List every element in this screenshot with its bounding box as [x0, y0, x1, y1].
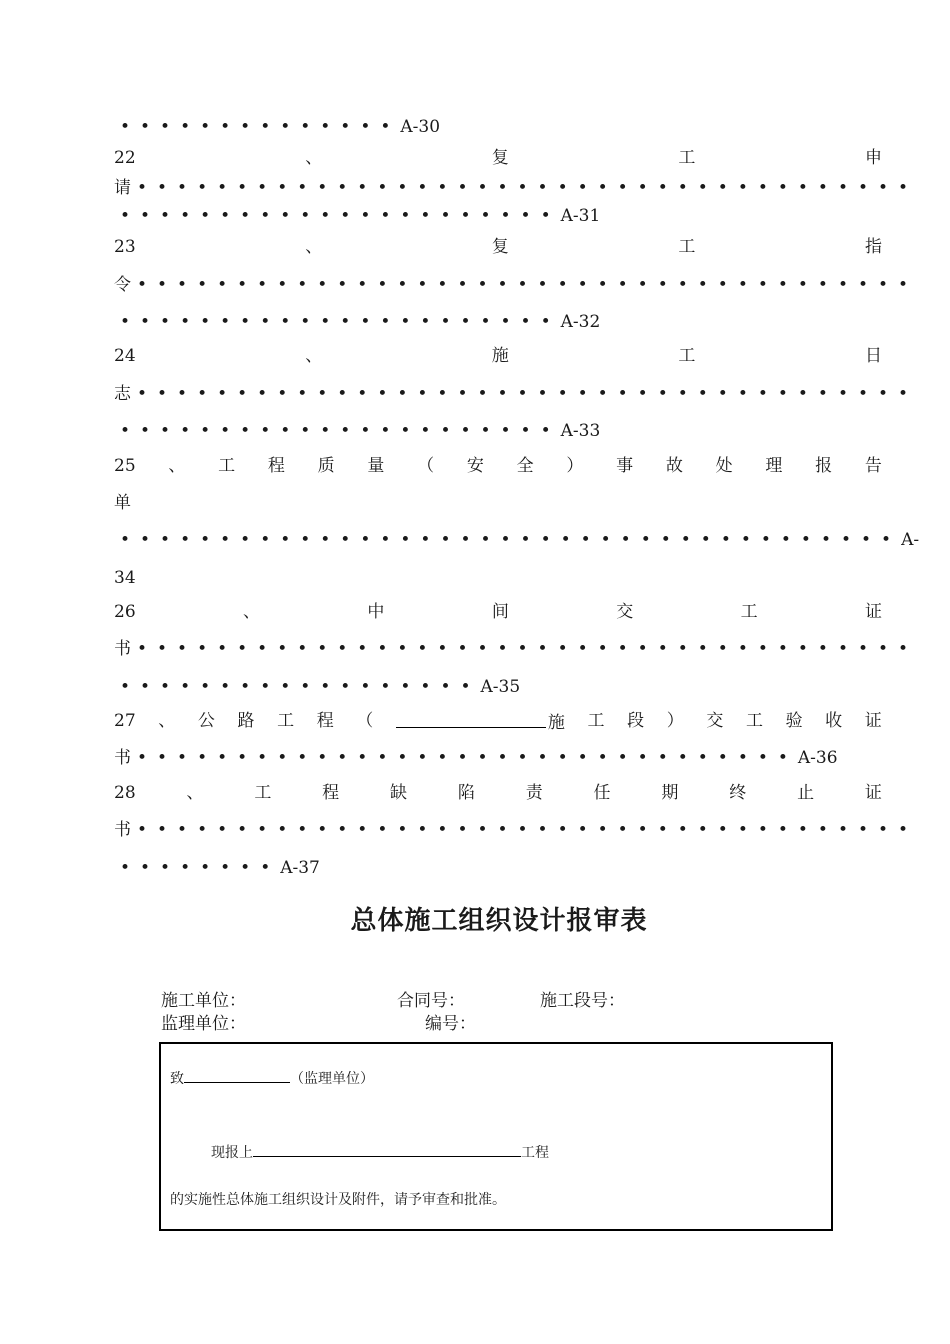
toc-char: 施 [396, 711, 565, 733]
toc-char: ） [566, 456, 584, 476]
serial-no-label: 编号： [425, 1014, 476, 1034]
dot-leader: •••••••••••••••••••••• [120, 421, 561, 441]
toc-char: 终 [729, 783, 747, 803]
toc-item-25-ref-b: 34 [114, 568, 136, 588]
toc-char: 工 [218, 456, 236, 476]
form-box [159, 1042, 833, 1231]
report-prefix: 现报上 [211, 1145, 253, 1161]
toc-char: 间 [491, 602, 509, 622]
toc-char: 处 [715, 456, 733, 476]
toc-char: 交 [616, 602, 634, 622]
toc-char: 全 [516, 456, 534, 476]
toc-item-22-ref: ••••••••••••••••••••••A-31 [120, 206, 601, 226]
dot-leader: •••••••• [120, 858, 281, 878]
toc-char: 期 [661, 783, 679, 803]
toc-char: 证 [864, 602, 882, 622]
toc-char: 指 [864, 237, 882, 257]
to-blank[interactable] [184, 1068, 290, 1083]
toc-char: 安 [466, 456, 484, 476]
construction-unit-label: 施工单位： [161, 991, 246, 1011]
toc-char: ） [666, 711, 684, 731]
dot-leader: •••••••••••••••••• [120, 677, 481, 697]
toc-dots-21: ••••••••••••••A-30 [120, 117, 441, 137]
toc-item-26-cont: 书 ••••••••••••••••••••••••••••••••••••••• [114, 639, 919, 659]
toc-char: 工 [740, 602, 758, 622]
toc-item-27 [114, 711, 882, 733]
dot-leader: ••••••••••••••••••••••••••••••••••••••• [137, 178, 919, 198]
dot-leader: •••••••••••••••••••••• [120, 312, 561, 332]
to-prefix: 致 [170, 1071, 184, 1087]
toc-char: 程 [322, 783, 340, 803]
toc-char: 工 [678, 346, 696, 366]
body-text: 的实施性总体施工组织设计及附件，请予审查和批准。 [170, 1192, 506, 1208]
to-line [170, 1068, 374, 1088]
report-suffix: 工程 [521, 1145, 549, 1161]
section-blank[interactable] [396, 711, 546, 728]
toc-char: 证 [864, 711, 882, 731]
toc-item-27-cont: 书 •••••••••••••••••••••••••••••••••A-36 [114, 748, 838, 768]
toc-item-28-cont: 书 ••••••••••••••••••••••••••••••••••••••• [114, 820, 919, 840]
form-title: 总体施工组织设计报审表 [350, 906, 648, 936]
toc-item-23 [114, 237, 882, 257]
toc-char: 27 [114, 711, 136, 731]
toc-char: 申 [864, 148, 882, 168]
toc-char: 路 [237, 711, 255, 731]
toc-char: 理 [765, 456, 783, 476]
toc-item-24-cont: 志 ••••••••••••••••••••••••••••••••••••••• [114, 384, 919, 404]
toc-char: 质 [317, 456, 335, 476]
toc-char: 故 [665, 456, 683, 476]
toc-char: 22 [114, 148, 136, 168]
toc-char: 24 [114, 346, 136, 366]
toc-char: 工 [745, 711, 763, 731]
toc-item-23-cont: 令 ••••••••••••••••••••••••••••••••••••••• [114, 275, 919, 295]
to-suffix: （监理单位） [290, 1071, 374, 1087]
dot-leader: ••••••••••••••••••••••••••••••••••••••• [137, 639, 919, 659]
toc-char: 交 [706, 711, 724, 731]
toc-char: 验 [785, 711, 803, 731]
toc-char: 证 [864, 783, 882, 803]
toc-char: 程 [267, 456, 285, 476]
toc-char: 告 [864, 456, 882, 476]
toc-char: 公 [197, 711, 215, 731]
toc-char: 段 [627, 711, 645, 731]
toc-char: 程 [316, 711, 334, 731]
dot-leader: ••••••••••••••••••••••••••••••••• [137, 748, 798, 768]
section-no-label: 施工段号： [540, 991, 625, 1011]
toc-item-22-cont: 请 ••••••••••••••••••••••••••••••••••••••• [114, 178, 919, 198]
toc-item-25 [114, 456, 882, 476]
toc-char: 责 [525, 783, 543, 803]
dot-leader: •••••••••••••••••••••• [120, 206, 561, 226]
toc-char: 、 [305, 346, 323, 366]
dot-leader: ••••••••••••••••••••••••••••••••••••••• [137, 820, 919, 840]
toc-char: （ [417, 456, 435, 476]
toc-char: 复 [491, 237, 509, 257]
toc-char: 工 [678, 237, 696, 257]
toc-char: 工 [277, 711, 295, 731]
toc-char: 25 [114, 456, 136, 476]
toc-item-25-cont: 单 [114, 493, 131, 513]
toc-char: 日 [864, 346, 882, 366]
toc-char: 、 [168, 456, 186, 476]
dot-leader: ••••••••••••••••••••••••••••••••••••••• [137, 275, 919, 295]
toc-char: 复 [491, 148, 509, 168]
toc-char: 23 [114, 237, 136, 257]
toc-char: 量 [367, 456, 385, 476]
toc-char: 工 [587, 711, 605, 731]
dot-leader: ••••••••••••••••••••••••••••••••••••••• [137, 384, 919, 404]
contract-no-label: 合同号： [397, 991, 465, 1011]
toc-char: 缺 [390, 783, 408, 803]
toc-char: 26 [114, 602, 136, 622]
toc-char: 、 [305, 237, 323, 257]
toc-char: 工 [254, 783, 272, 803]
toc-char: 止 [797, 783, 815, 803]
toc-item-28-ref: ••••••••A-37 [120, 858, 320, 878]
toc-char: 28 [114, 783, 136, 803]
toc-char: 工 [678, 148, 696, 168]
project-blank[interactable] [253, 1142, 521, 1157]
toc-item-28 [114, 783, 882, 803]
toc-item-26 [114, 602, 882, 622]
toc-char: 任 [593, 783, 611, 803]
toc-char: （ [356, 711, 374, 731]
toc-item-24 [114, 346, 882, 366]
toc-item-25-ref: •••••••••••••••••••••••••••••••••••••••A- [120, 530, 920, 550]
toc-item-24-ref: ••••••••••••••••••••••A-33 [120, 421, 601, 441]
toc-char: 、 [243, 602, 261, 622]
report-line [211, 1142, 549, 1162]
toc-char: 报 [815, 456, 833, 476]
dot-leader: ••••••••••••••••••••••••••••••••••••••• [120, 530, 902, 550]
toc-char: 中 [367, 602, 385, 622]
dot-leader: •••••••••••••• [120, 117, 401, 137]
toc-item-22 [114, 148, 882, 168]
toc-item-26-ref: ••••••••••••••••••A-35 [120, 677, 521, 697]
toc-char: 、 [186, 783, 204, 803]
toc-char: 陷 [457, 783, 475, 803]
toc-char: 、 [305, 148, 323, 168]
toc-char: 收 [825, 711, 843, 731]
toc-char: 施 [491, 346, 509, 366]
toc-item-23-ref: ••••••••••••••••••••••A-32 [120, 312, 601, 332]
toc-char: 、 [158, 711, 176, 731]
toc-char: 事 [616, 456, 634, 476]
supervision-unit-label: 监理单位： [161, 1014, 246, 1034]
